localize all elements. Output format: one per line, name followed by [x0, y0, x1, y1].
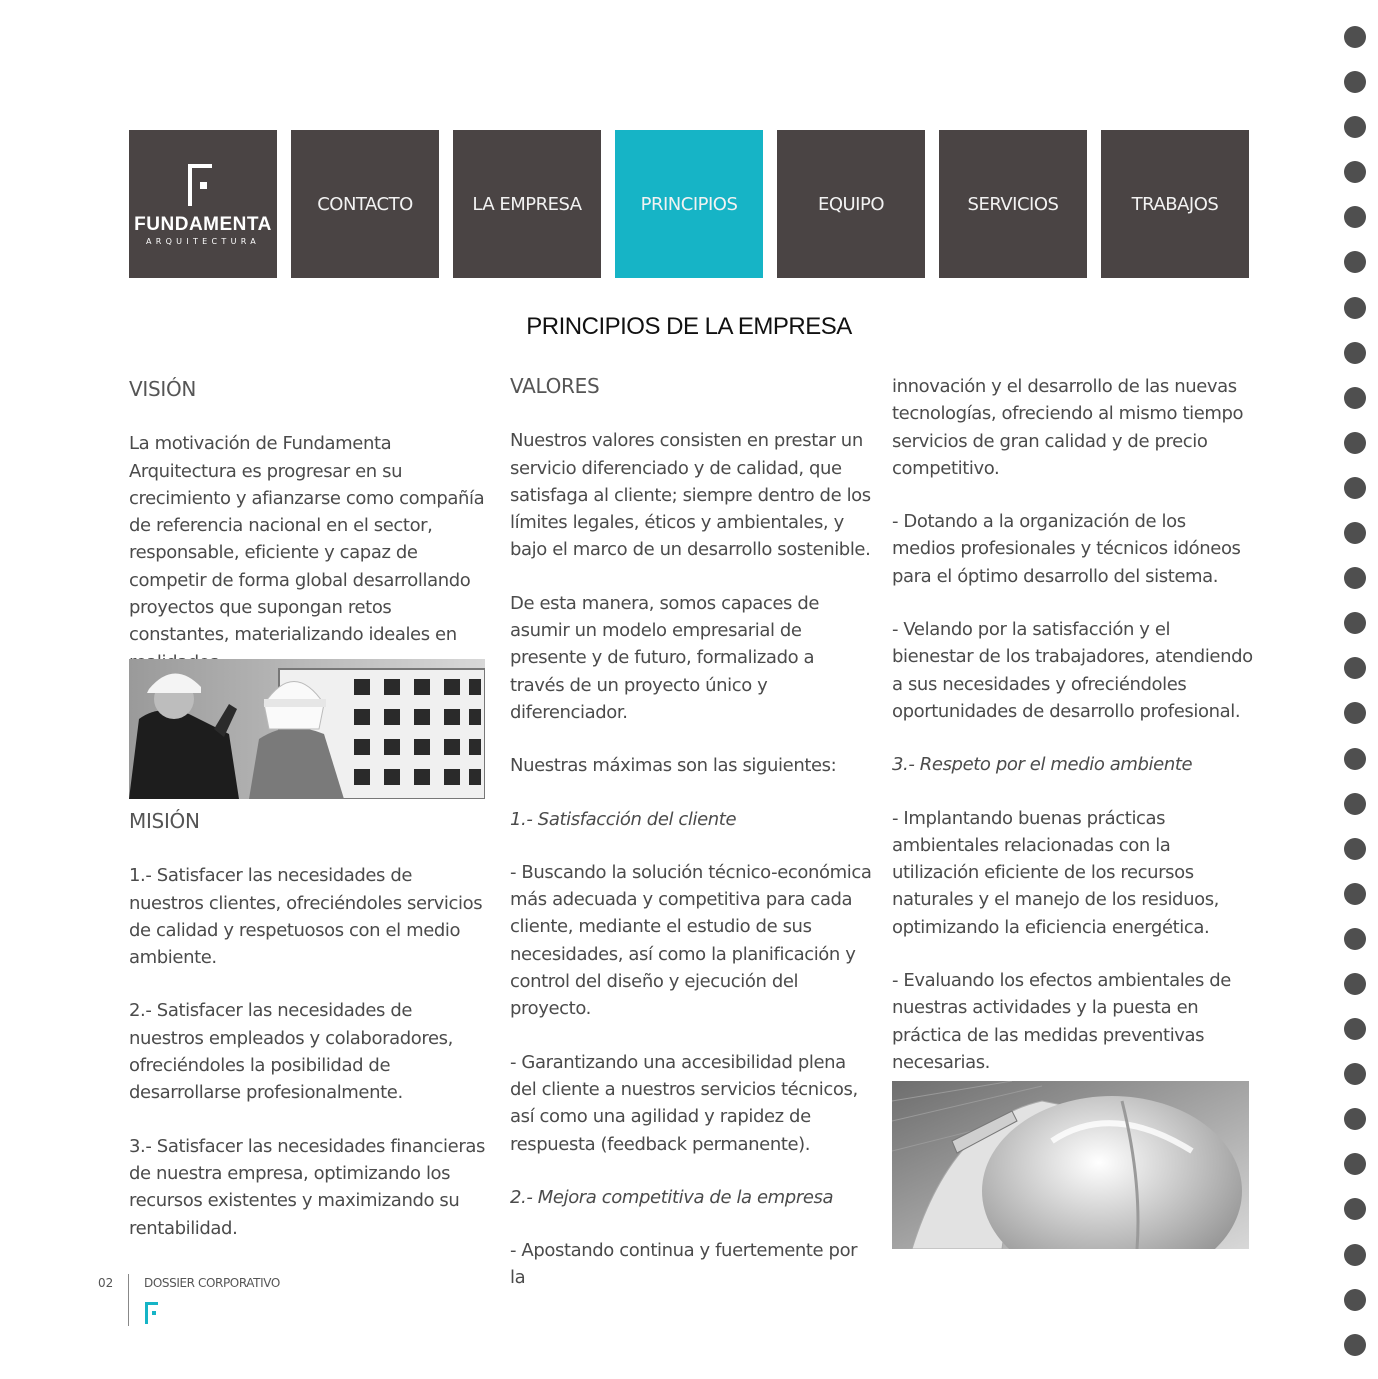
page-number: 02: [98, 1276, 114, 1290]
valores-paragraph-1: Nuestros valores consisten en prestar un servicio diferenciado y de calidad, que satisfaga al cliente; siempre dentro de los límites legales, éticos y ambientales, y bajo el marco de un desarrollo sostenible.: [510, 430, 871, 561]
valores-paragraph-2: De esta manera, somos capaces de asumir un modelo empresarial de presente y de futuro, formalizado a través de un proyecto único y diferenciador.: [510, 592, 820, 723]
binder-hole: [1344, 883, 1366, 905]
vision-text: La motivación de Fundamenta Arquitectura es progresar en su crecimiento y afianzarse como compañía de referencia nacional en el sector, responsable, eficiente y capaz de competir de forma global desarrollando proyectos que supongan retos constantes, materializando ideales en: [129, 433, 485, 646]
binder-hole: [1344, 1289, 1366, 1311]
binder-hole: [1344, 567, 1366, 589]
binder-hole: [1344, 838, 1366, 860]
binder-hole: [1344, 1153, 1366, 1175]
nav-equipo[interactable]: EQUIPO: [777, 130, 925, 278]
binder-hole: [1344, 477, 1366, 499]
binder-holes: [1344, 26, 1368, 1379]
nav-principios[interactable]: PRINCIPIOS: [615, 130, 763, 278]
binder-hole: [1344, 928, 1366, 950]
maxima-3-point-b: - Evaluando los efectos ambientales de nuestras actividades y la puesta en práctica de las medidas preventivas necesarias.: [892, 970, 1231, 1073]
maxima-3-title: 3.- Respeto por el medio ambiente: [892, 754, 1193, 776]
logo-subtitle: ARQUITECTURA: [145, 237, 261, 246]
binder-hole: [1344, 251, 1366, 273]
binder-hole: [1344, 116, 1366, 138]
maxima-3-point-a: - Implantando buenas prácticas ambientales relacionadas con la utilización eficiente de los recursos naturales y el manejo de los residuos, optimizando la eficiencia energética.: [892, 807, 1220, 938]
logo-wordmark: FUNDAMENTA: [134, 214, 272, 235]
maxima-1-title: 1.- Satisfacción del cliente: [510, 808, 737, 830]
binder-hole: [1344, 71, 1366, 93]
column-mision: [129, 808, 491, 1268]
binder-hole: [1344, 1018, 1366, 1040]
valores-paragraph-3: Nuestras máximas son las siguientes:: [510, 755, 837, 777]
binder-hole: [1344, 1108, 1366, 1130]
column-vision: [129, 376, 491, 702]
page-title: PRINCIPIOS DE LA EMPRESA: [526, 313, 852, 340]
footer-logo-icon: [144, 1301, 162, 1325]
nav-servicios[interactable]: SERVICIOS: [939, 130, 1087, 278]
binder-hole: [1344, 432, 1366, 454]
binder-hole: [1344, 1244, 1366, 1266]
maxima-2-point-c: - Velando por la satisfacción y el bienestar de los trabajadores, atendiendo a sus necesidades y ofreciéndoles oportunidades de desarrollo profesional.: [892, 619, 1253, 722]
binder-hole: [1344, 206, 1366, 228]
binder-hole: [1344, 657, 1366, 679]
nav-trabajos[interactable]: TRABAJOS: [1101, 130, 1249, 278]
maxima-2-point-a-cont: innovación y el desarrollo de las nuevas tecnologías, ofreciendo al mismo tiempo servicios de gran calidad y de precio competitivo.: [892, 376, 1244, 479]
valores-heading: VALORES: [510, 374, 600, 398]
footer-divider: [128, 1274, 129, 1326]
binder-hole: [1344, 748, 1366, 770]
mision-item-2: 2.- Satisfacer las necesidades de nuestros empleados y colaboradores, ofreciéndoles la posibilidad de desarrollarse profesionalmente.: [129, 1000, 453, 1104]
mision-item-1: 1.- Satisfacer las necesidades de nuestros clientes, ofreciéndoles servicios de calidad y respetuosos con el medio ambiente.: [129, 865, 483, 969]
mision-item-3: 3.- Satisfacer las necesidades financieras de nuestra empresa, optimizando los recursos existentes y maximizando su rentabilidad.: [129, 1135, 485, 1239]
binder-hole: [1344, 793, 1366, 815]
fundamenta-logo-icon: [186, 162, 220, 208]
maxima-1-point-b: - Garantizando una accesibilidad plena del cliente a nuestros servicios técnicos, así como una agilidad y rapidez de respuesta (feedback permanente).: [510, 1051, 858, 1155]
nav-contacto[interactable]: CONTACTO: [291, 130, 439, 278]
binder-hole: [1344, 702, 1366, 724]
binder-hole: [1344, 342, 1366, 364]
binder-hole: [1344, 387, 1366, 409]
maxima-1-point-a: - Buscando la solución técnico-económica más adecuada y competitiva para cada cliente, mediante el estudio de sus necesidades, así como la planificación y control del diseño y ejecución del proyecto.: [510, 861, 872, 1020]
binder-hole: [1344, 522, 1366, 544]
column-valores: [510, 373, 872, 1318]
maxima-2-title: 2.- Mejora competitiva de la empresa: [510, 1186, 834, 1208]
binder-hole: [1344, 1198, 1366, 1220]
binder-hole: [1344, 26, 1366, 48]
footer-label: DOSSIER CORPORATIVO: [144, 1276, 280, 1290]
logo-tile: [129, 130, 277, 278]
binder-hole: [1344, 1063, 1366, 1085]
engineers-photo: [129, 659, 485, 799]
binder-hole: [1344, 1334, 1366, 1356]
vision-heading: VISIÓN: [129, 377, 197, 401]
maxima-2-point-a-start: - Apostando continua y fuertemente por la: [510, 1240, 858, 1289]
column-three: [892, 373, 1254, 1102]
nav-la-empresa[interactable]: LA EMPRESA: [453, 130, 601, 278]
binder-hole: [1344, 973, 1366, 995]
binder-hole: [1344, 161, 1366, 183]
mision-heading: MISIÓN: [129, 809, 200, 833]
maxima-2-point-b: - Dotando a la organización de los medios profesionales y técnicos idóneos para el óptimo desarrollo del sistema.: [892, 511, 1241, 587]
blueprints-helmet-photo: [892, 1081, 1249, 1249]
binder-hole: [1344, 612, 1366, 634]
